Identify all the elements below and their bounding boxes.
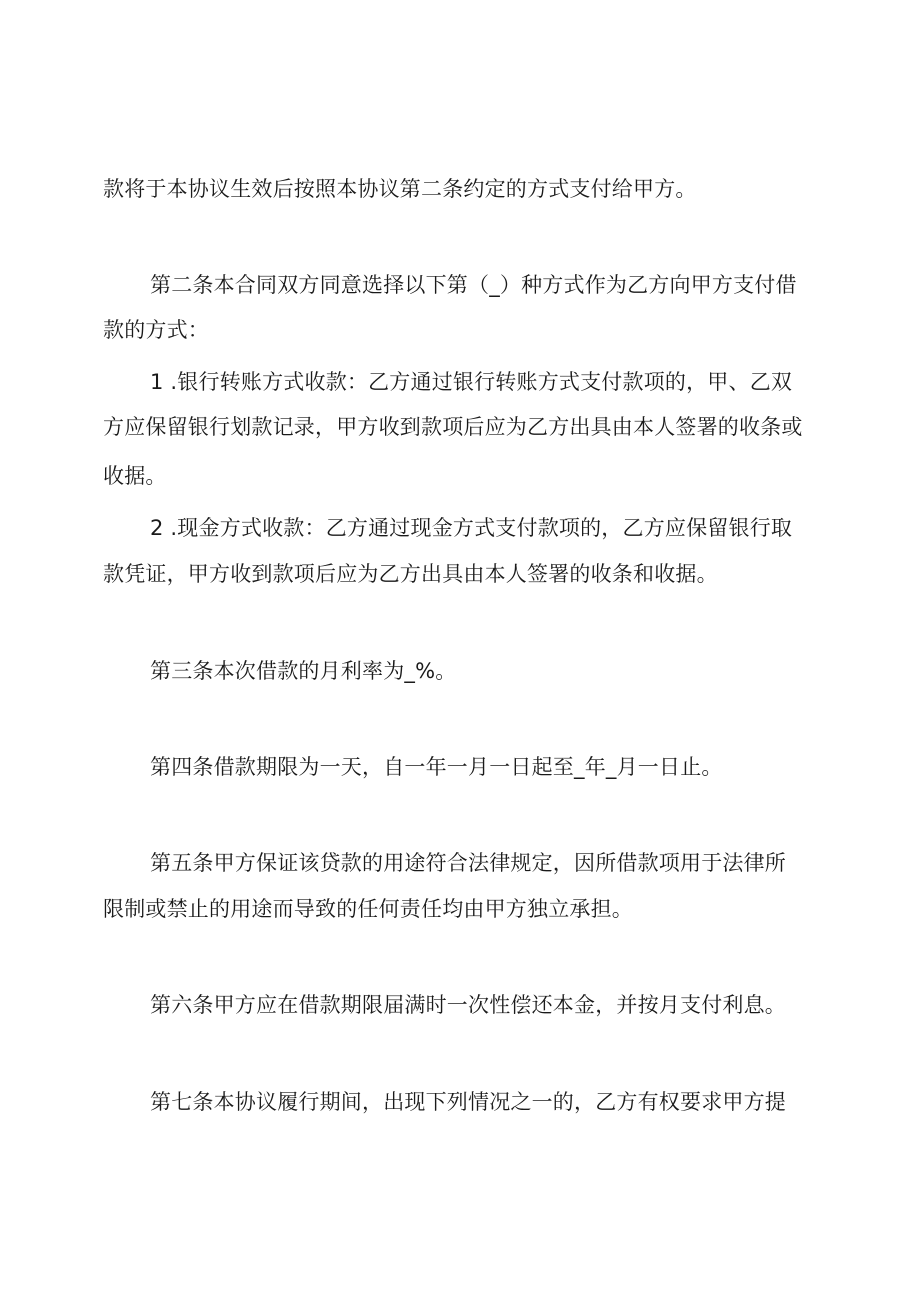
article-7-line: 第七条本协议履行期间，出现下列情况之一的，乙方有权要求甲方提 — [150, 1090, 786, 1114]
paragraph-line: 款的方式： — [103, 318, 209, 342]
paragraph-line: 收据。 — [103, 464, 167, 488]
paragraph-line: 方应保留银行划款记录，甲方收到款项后应为乙方出具由本人签署的收条或 — [103, 415, 803, 439]
list-item-2-line: 2 .现金方式收款：乙方通过现金方式支付款项的，乙方应保留银行取 — [150, 516, 793, 540]
article-6-line: 第六条甲方应在借款期限届满时一次性偿还本金，并按月支付利息。 — [150, 993, 786, 1017]
article-5-line: 第五条甲方保证该贷款的用途符合法律规定，因所借款项用于法律所 — [150, 851, 786, 875]
paragraph-line: 限制或禁止的用途而导致的任何责任均由甲方独立承担。 — [103, 897, 633, 921]
list-item-1-line: 1 .银行转账方式收款：乙方通过银行转账方式支付款项的，甲、乙双 — [150, 370, 793, 394]
article-4-line: 第四条借款期限为一天，自一年一月一日起至_年_月一日止。 — [150, 755, 723, 779]
paragraph-line: 款将于本协议生效后按照本协议第二条约定的方式支付给甲方。 — [103, 177, 697, 201]
article-2-heading-line: 第二条本合同双方同意选择以下第（_）种方式作为乙方向甲方支付借 — [150, 273, 797, 297]
paragraph-line: 款凭证，甲方收到款项后应为乙方出具由本人签署的收条和收据。 — [103, 562, 718, 586]
article-3-line: 第三条本次借款的月利率为_%。 — [150, 659, 457, 683]
